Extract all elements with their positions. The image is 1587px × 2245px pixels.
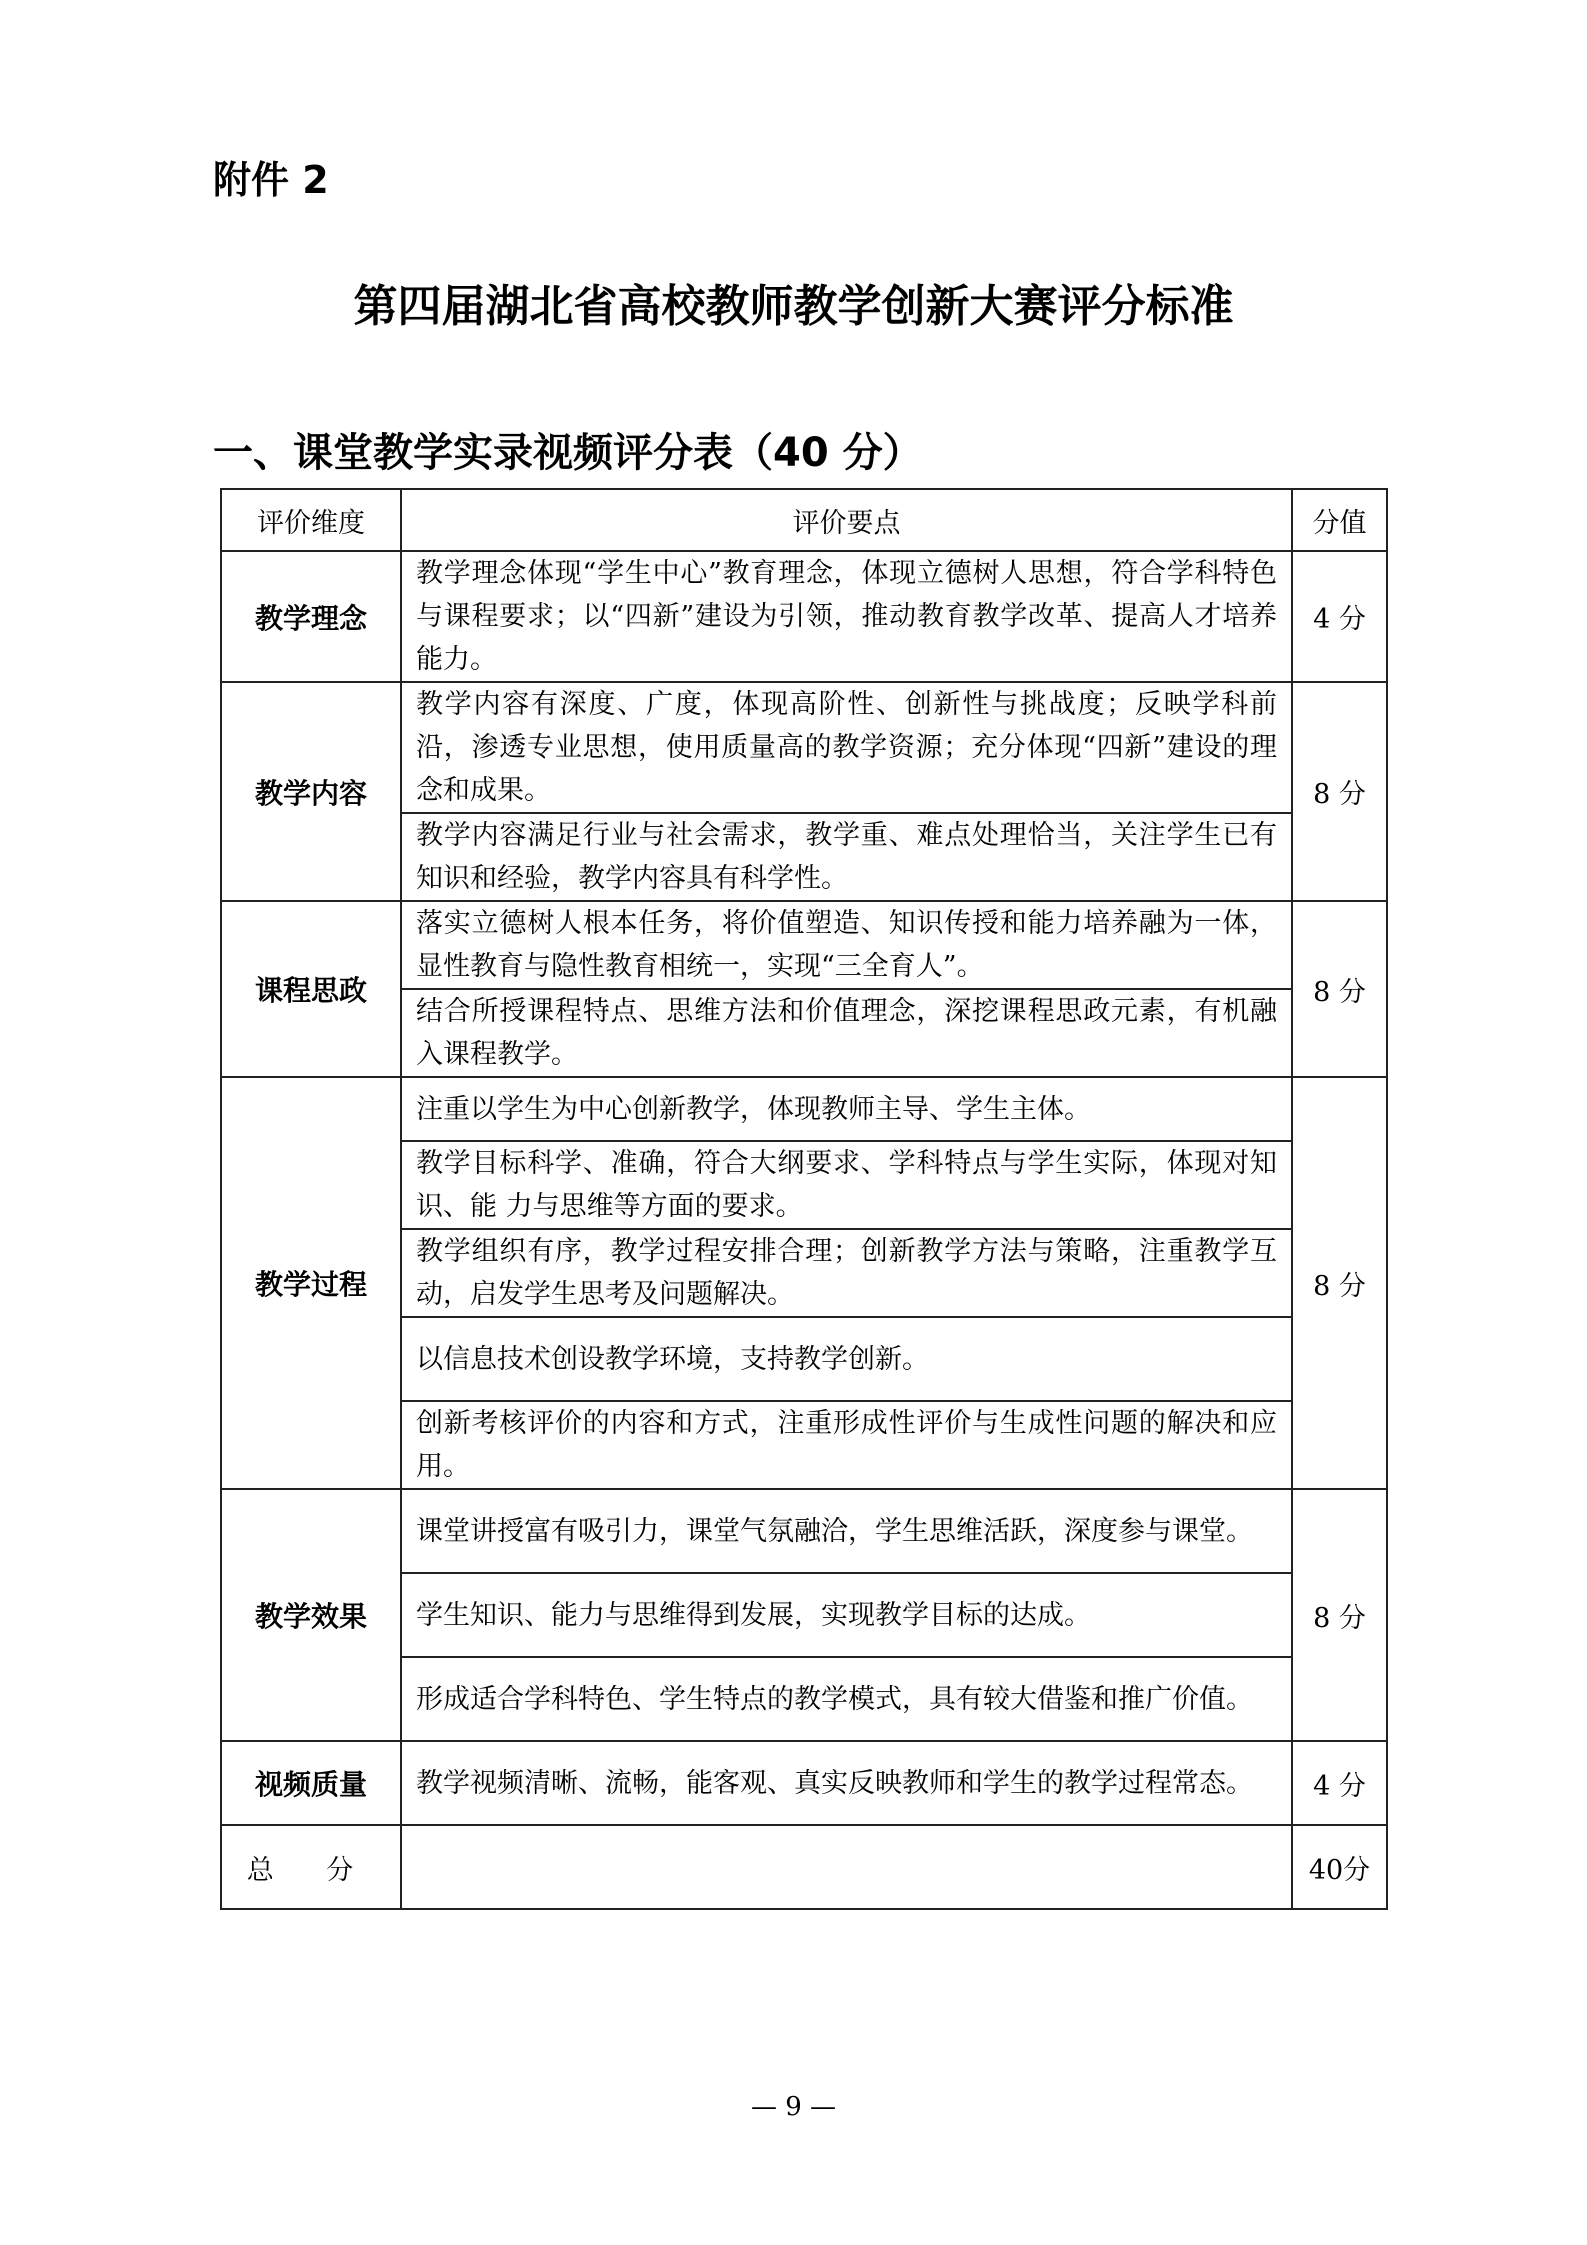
table-row	[221, 1741, 1387, 1825]
document-title: 第四届湖北省高校教师教学创新大赛评分标准	[353, 281, 1234, 332]
point-cell: 教学内容有深度、广度，体现高阶性、创新性与挑战度；反映学科前沿，渗透专业思想，使用质量高的教学资源；充分体现“四新”建设的理念和成果。	[401, 682, 1292, 813]
point-cell: 教学目标科学、准确，符合大纲要求、学科特点与学生实际，体现对知识、能 力与思维等方面的要求。	[401, 1141, 1292, 1229]
total-label: 总 分	[221, 1825, 401, 1909]
table-row	[221, 1489, 1387, 1573]
total-score: 40分	[1292, 1825, 1387, 1909]
table-row	[221, 901, 1387, 989]
table-header-row	[221, 489, 1387, 551]
header-points: 评价要点	[401, 489, 1292, 551]
total-row	[221, 1825, 1387, 1909]
point-cell: 教学组织有序，教学过程安排合理；创新教学方法与策略，注重教学互动，启发学生思考及问题解决。	[401, 1229, 1292, 1317]
point-cell: 以信息技术创设教学环境，支持教学创新。	[401, 1317, 1292, 1401]
header-score: 分值	[1292, 489, 1387, 551]
table-row	[221, 551, 1387, 682]
section-heading: 一、课堂教学实录视频评分表（40 分）	[213, 430, 923, 476]
point-cell: 课堂讲授富有吸引力，课堂气氛融洽，学生思维活跃，深度参与课堂。	[401, 1489, 1292, 1573]
dimension-cell: 教学理念	[221, 551, 401, 682]
table-row	[221, 1077, 1387, 1141]
point-cell: 创新考核评价的内容和方式，注重形成性评价与生成性问题的解决和应用。	[401, 1401, 1292, 1489]
point-cell: 教学理念体现“学生中心”教育理念，体现立德树人思想，符合学科特色与课程要求；以“四新”建设为引领，推动教育教学改革、提高人才培养能力。	[401, 551, 1292, 682]
dimension-cell: 教学内容	[221, 682, 401, 901]
point-cell: 落实立德树人根本任务，将价值塑造、知识传授和能力培养融为一体，显性教育与隐性教育相统一，实现“三全育人”。	[401, 901, 1292, 989]
dimension-cell: 课程思政	[221, 901, 401, 1077]
point-cell: 学生知识、能力与思维得到发展，实现教学目标的达成。	[401, 1573, 1292, 1657]
point-cell: 注重以学生为中心创新教学，体现教师主导、学生主体。	[401, 1077, 1292, 1141]
total-empty-cell	[401, 1825, 1292, 1909]
table-row	[221, 682, 1387, 813]
point-cell: 形成适合学科特色、学生特点的教学模式，具有较大借鉴和推广价值。	[401, 1657, 1292, 1741]
score-cell: 8 分	[1292, 682, 1387, 901]
score-cell: 4 分	[1292, 551, 1387, 682]
header-dimension: 评价维度	[221, 489, 401, 551]
dimension-cell: 视频质量	[221, 1741, 401, 1825]
point-cell: 教学内容满足行业与社会需求，教学重、难点处理恰当，关注学生已有知识和经验，教学内容具有科学性。	[401, 813, 1292, 901]
point-cell: 教学视频清晰、流畅，能客观、真实反映教师和学生的教学过程常态。	[401, 1741, 1292, 1825]
attachment-label: 附件 2	[213, 158, 329, 202]
score-cell: 4 分	[1292, 1741, 1387, 1825]
dimension-cell: 教学效果	[221, 1489, 401, 1741]
scoring-table	[220, 488, 1388, 1910]
dimension-cell: 教学过程	[221, 1077, 401, 1489]
score-cell: 8 分	[1292, 1077, 1387, 1489]
point-cell: 结合所授课程特点、思维方法和价值理念，深挖课程思政元素，有机融入课程教学。	[401, 989, 1292, 1077]
page-number: — 9 —	[750, 2092, 837, 2122]
score-cell: 8 分	[1292, 901, 1387, 1077]
score-cell: 8 分	[1292, 1489, 1387, 1741]
